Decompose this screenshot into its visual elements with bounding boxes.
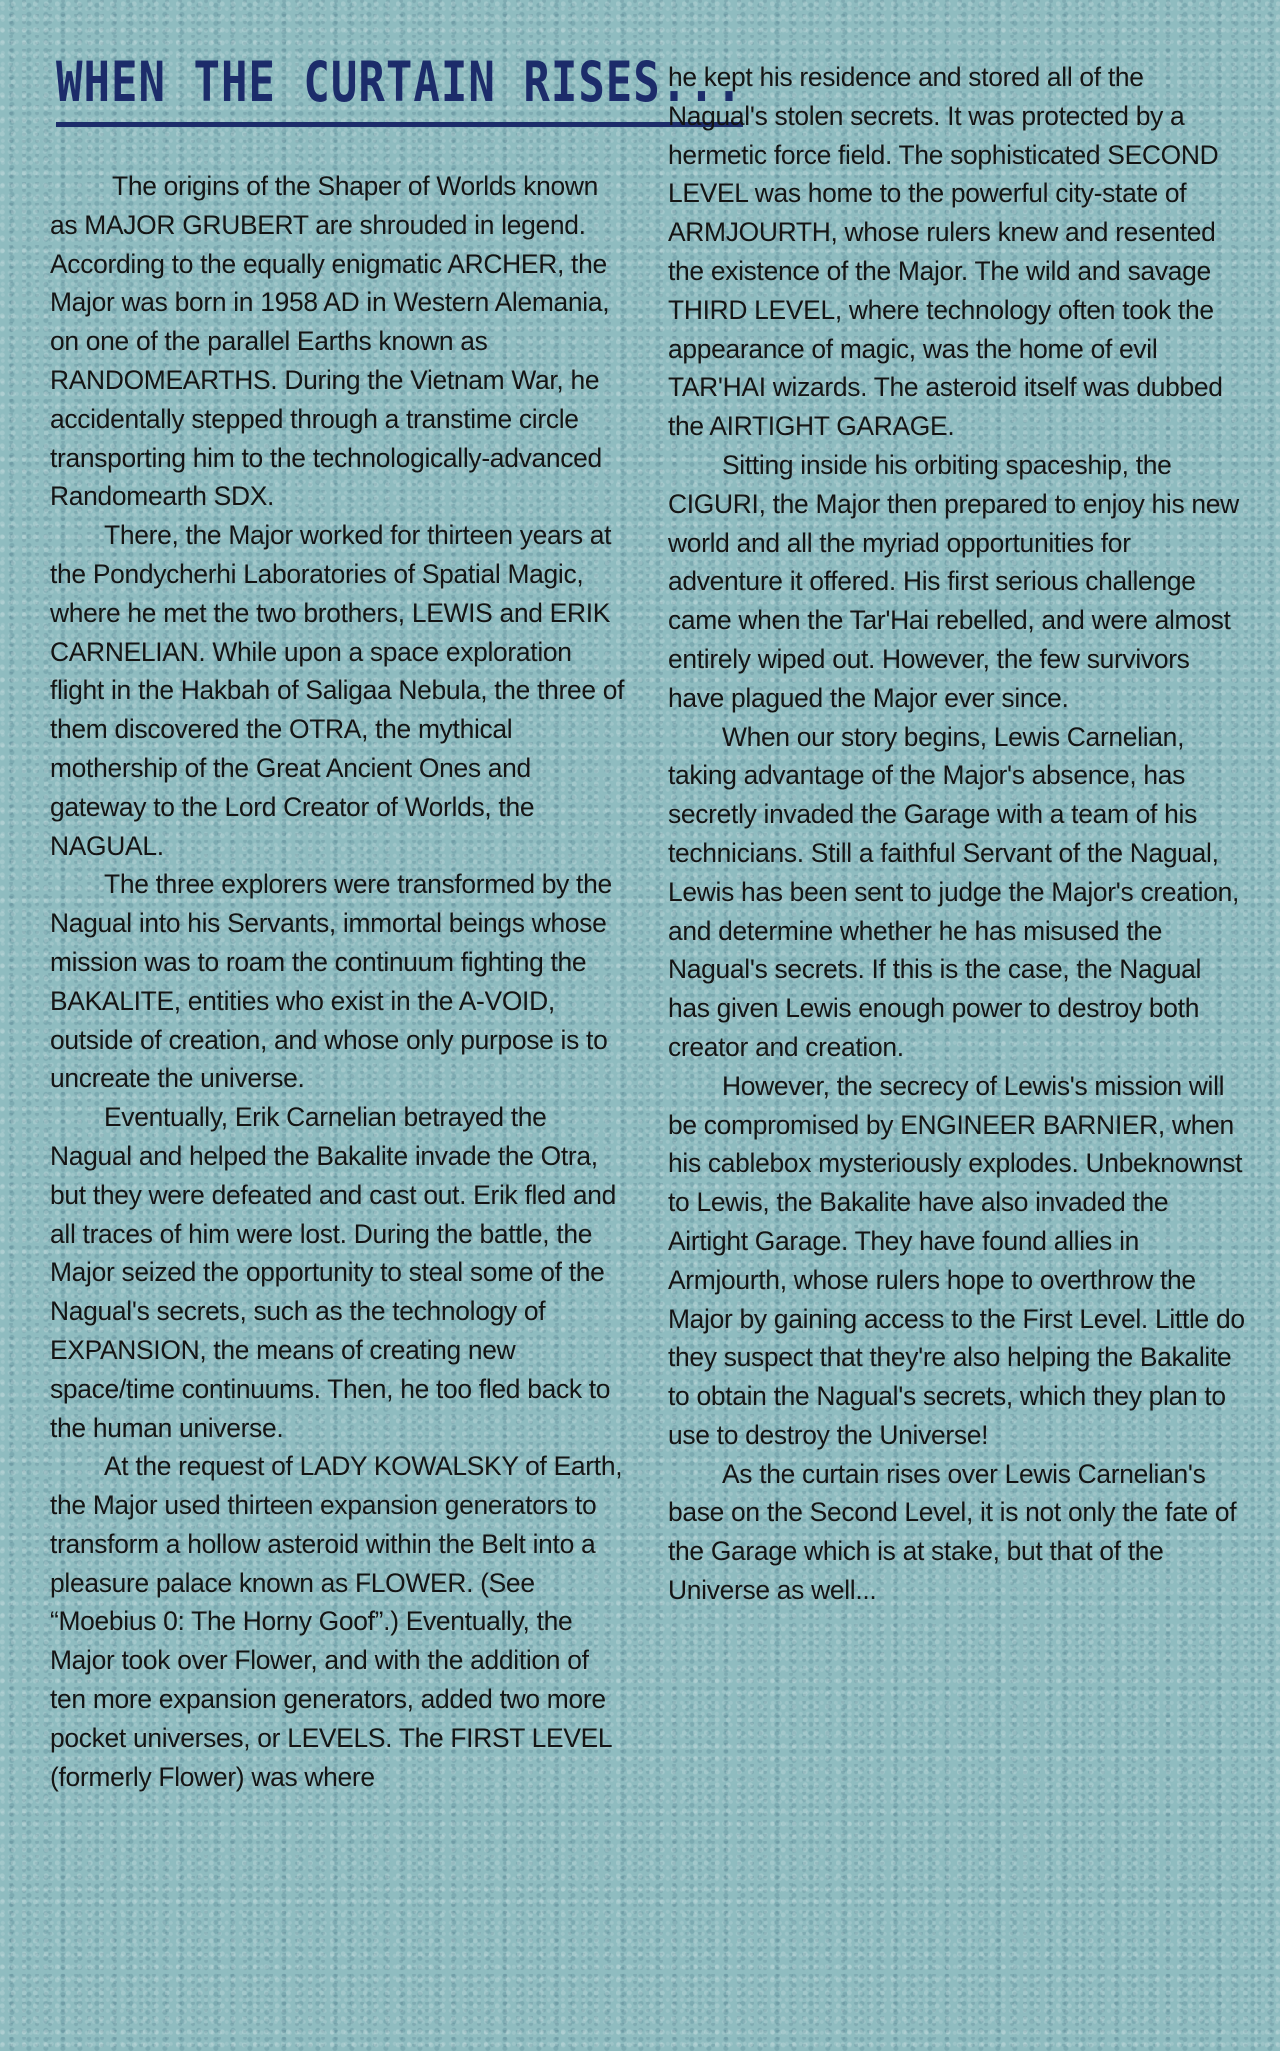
paragraph: When our story begins, Lewis Carnelian, taking advantage of the Major's absence, has secretly invaded the Garage with a team of his technicians. Still a faithful Servant of the Nagual, Lewis has been sent to judge the Major's creation, and determine whether he has misused the Nagual's secrets. If this is the case, the Nagual has given Lewis enough power to destroy both creator and creation. (668, 721, 1239, 1062)
paragraph: The three explorers were transformed by the Nagual into his Servants, immortal beings whose mission was to roam the continuum fighting the BAKALITE, entities who exist in the A-VOID, outside of creation, and whose only purpose is to uncreate the universe. (50, 869, 612, 1094)
article-title: WHEN THE CURTAIN RISES... (56, 51, 743, 127)
paragraph: Eventually, Erik Carnelian betrayed the Nagual and helped the Bakalite invade the Otra, but they were defeated and cast out. Erik fled and all traces of him were lost. During the battle, the Major seized the opportunity to steal some of the Nagual's secrets, such as the technology of EXPANSION, the means of creating new space/time continuums. Then, he too fled back to the human universe. (50, 1102, 616, 1443)
article-page (50, 50, 1245, 2024)
paragraph: Sitting inside his orbiting spaceship, the CIGURI, the Major then prepared to enjoy his new world and all the myriad opportunities for adventure it offered. His first serious challenge came when the Tar'Hai rebelled, and were almost entirely wiped out. However, the few survivors have plagued the Major ever since. (668, 449, 1239, 713)
paragraph-continuation: he kept his residence and stored all of the Nagual's stolen secrets. It was protected by a hermetic force field. The sophisticated SECOND LEVEL was home to the powerful city-state of ARMJOURTH, whose rulers knew and resented the existence of the Major. The wild and savage THIRD LEVEL, where technology often took the appearance of magic, was the home of evil TAR'HAI wizards. The asteroid itself was dubbed the AIRTIGHT GARAGE. (668, 62, 1223, 442)
paragraph: At the request of LADY KOWALSKY of Earth, the Major used thirteen expansion generators to transform a hollow asteroid within the Belt into a pleasure palace known as FLOWER. (See “Moebius 0: The Horny Goof”.) Eventually, the Major took over Flower, and with the addition of ten more expansion generators, added two more pocket universes, or LEVELS. The FIRST LEVEL (formerly Flower) was where (50, 1451, 623, 1792)
left-column (50, 50, 744, 1796)
paragraph: There, the Major worked for thirteen years at the Pondycherhi Laboratories of Spatial Magic, where he met the two brothers, LEWIS and ERIK CARNELIAN. While upon a space exploration flight in the Hakbah of Saligaa Nebula, the three of them discovered the OTRA, the mythical mothership of the Great Ancient Ones and gateway to the Lord Creator of Worlds, the NAGUAL. (50, 520, 625, 861)
paragraph: The origins of the Shaper of Worlds known as MAJOR GRUBERT are shrouded in legend. According to the equally enigmatic ARCHER, the Major was born in 1958 AD in Western Alemania, on one of the parallel Earths known as RANDOMEARTHS. During the Vietnam War, he accidentally stepped through a transtime circle transporting him to the technologically-advanced Randomearth SDX. (50, 171, 610, 512)
right-column (668, 58, 1248, 1610)
paragraph: However, the secrecy of Lewis's mission will be compromised by ENGINEER BARNIER, when his cablebox mysteriously explodes. Unbeknownst to Lewis, the Bakalite have also invaded the Airtight Garage. They have found allies in Armjourth, whose rulers hope to overthrow the Major by gaining access to the First Level. Little do they suspect that they're also helping the Bakalite to obtain the Nagual's secrets, which they plan to use to destroy the Universe! (668, 1070, 1245, 1450)
paragraph: As the curtain rises over Lewis Carnelian's base on the Second Level, it is not only the fate of the Garage which is at stake, but that of the Universe as well... (668, 1458, 1237, 1606)
